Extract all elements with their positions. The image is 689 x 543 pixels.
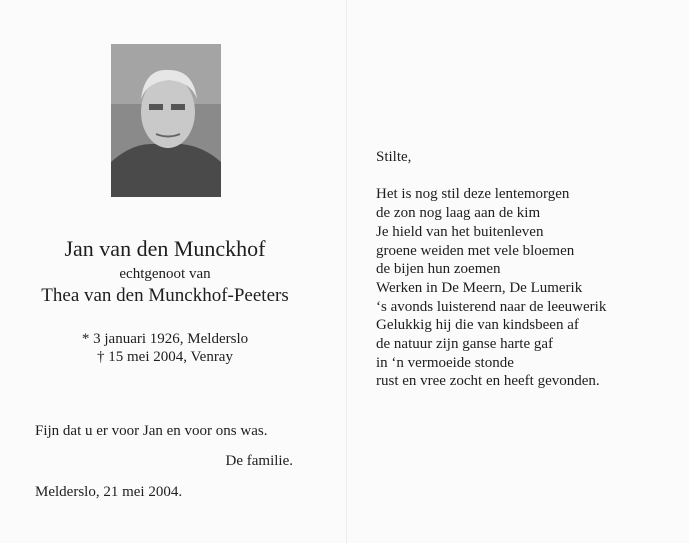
deceased-name: Jan van den Munckhof <box>64 236 266 261</box>
poem-line: groene weiden met vele bloemen <box>376 242 575 259</box>
thanks-text: Fijn dat u er voor Jan en voor ons was. <box>35 423 268 439</box>
card-fold-line <box>346 0 347 543</box>
poem-line: de zon nog laag aan de kim <box>376 205 541 222</box>
poem-line: Het is nog stil deze lentemorgen <box>376 186 570 203</box>
poem-line: Gelukkig hij die van kindsbeen af <box>376 317 579 334</box>
portrait-photo <box>111 44 221 197</box>
poem-title: Stilte, <box>376 149 412 165</box>
family-signature: De familie. <box>225 453 293 469</box>
poem-line: ‘s avonds luisterend naar de leeuwerik <box>376 298 607 315</box>
spouse-name: Thea van den Munckhof-Peeters <box>41 285 289 306</box>
birth-info: * 3 januari 1926, Melderslo <box>81 331 249 347</box>
poem-line: de bijen hun zoemen <box>376 261 501 278</box>
death-info: † 15 mei 2004, Venray <box>97 349 233 365</box>
poem-line: in ‘n vermoeide stonde <box>376 354 514 371</box>
poem-line: Je hield van het buitenleven <box>376 223 544 240</box>
poem-line: Werken in De Meern, De Lumerik <box>376 279 583 296</box>
poem-line: rust en vree zocht en heeft gevonden. <box>376 373 600 390</box>
relation-label: echtgenoot van <box>119 266 211 282</box>
poem <box>376 148 606 391</box>
place-date: Melderslo, 21 mei 2004. <box>35 484 183 500</box>
poem-line: de natuur zijn ganse harte gaf <box>376 336 554 353</box>
